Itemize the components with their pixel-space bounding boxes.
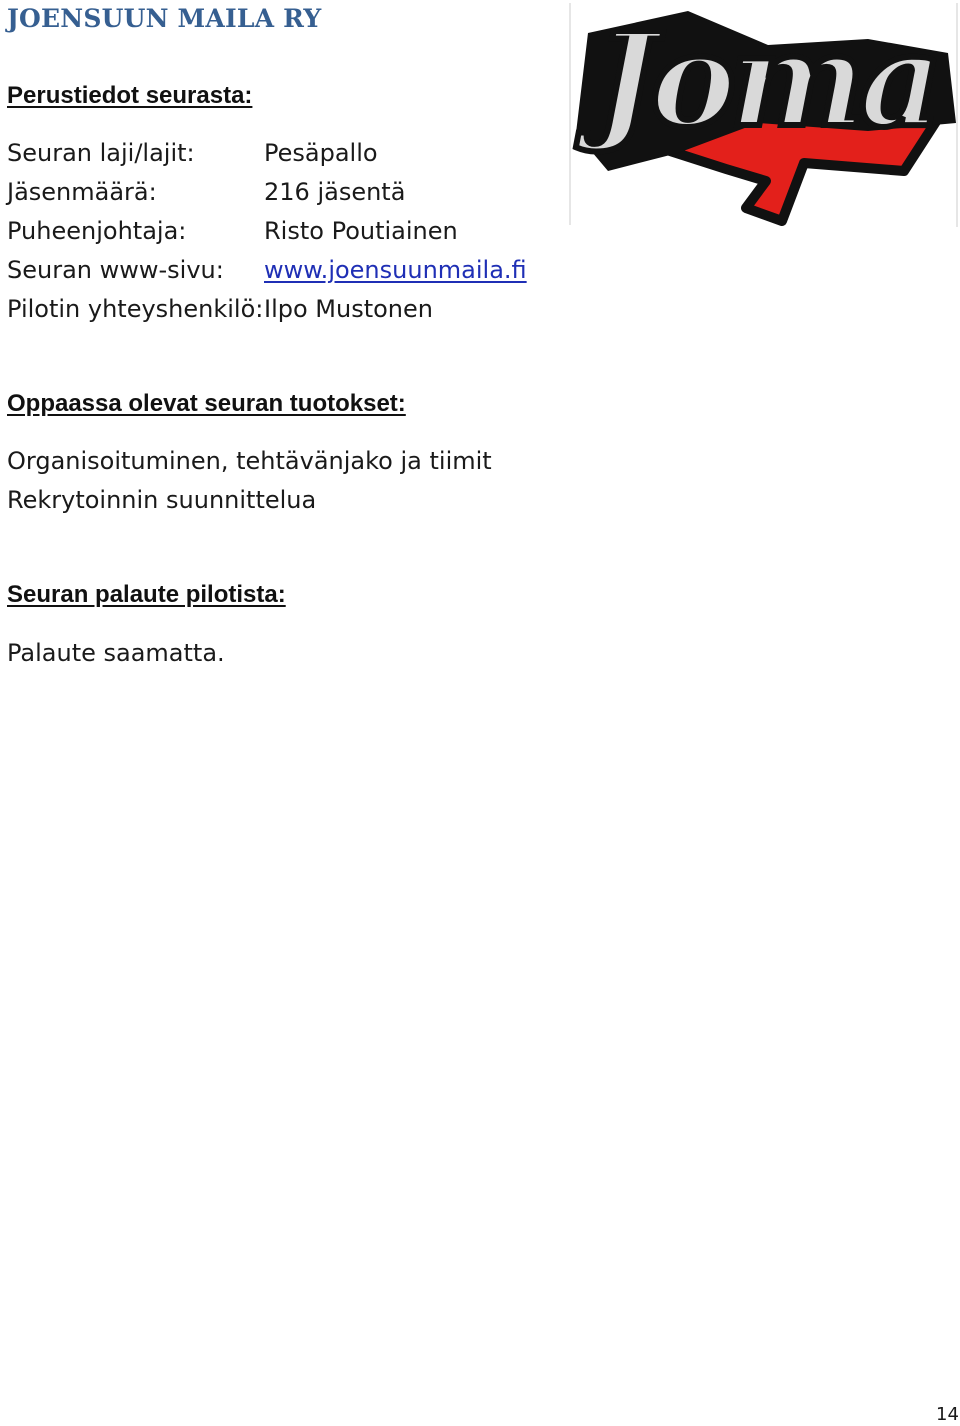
info-label: Pilotin yhteyshenkilö: <box>7 295 264 323</box>
info-label: Seuran www-sivu: <box>7 256 224 284</box>
feedback-text: Palaute saamatta. <box>7 639 225 667</box>
info-row-sport <box>7 136 567 170</box>
info-label: Jäsenmäärä: <box>7 178 157 206</box>
page-title: JOENSUUN MAILA RY <box>7 4 322 33</box>
basic-info-heading: Perustiedot seurasta: <box>7 82 253 109</box>
info-row-contact <box>7 292 567 326</box>
feedback-heading: Seuran palaute pilotista: <box>7 581 286 608</box>
info-row-chairman <box>7 214 567 248</box>
joma-logo-icon <box>568 3 960 229</box>
product-item: Rekrytoinnin suunnittelua <box>7 486 317 514</box>
info-value: Ilpo Mustonen <box>264 295 433 323</box>
info-label: Puheenjohtaja: <box>7 217 187 245</box>
info-value: 216 jäsentä <box>264 178 406 206</box>
product-item: Organisoituminen, tehtävänjako ja tiimit <box>7 447 492 475</box>
info-value: Pesäpallo <box>264 139 378 167</box>
website-link[interactable]: www.joensuunmaila.fi <box>264 256 527 284</box>
info-row-members <box>7 175 567 209</box>
joma-logo <box>568 3 960 229</box>
logo-text: Joma <box>596 6 937 156</box>
info-row-website <box>7 253 567 287</box>
page-number: 14 <box>936 1404 959 1425</box>
info-label: Seuran laji/lajit: <box>7 139 195 167</box>
products-heading: Oppaassa olevat seuran tuotokset: <box>7 390 406 417</box>
info-value: Risto Poutiainen <box>264 217 458 245</box>
